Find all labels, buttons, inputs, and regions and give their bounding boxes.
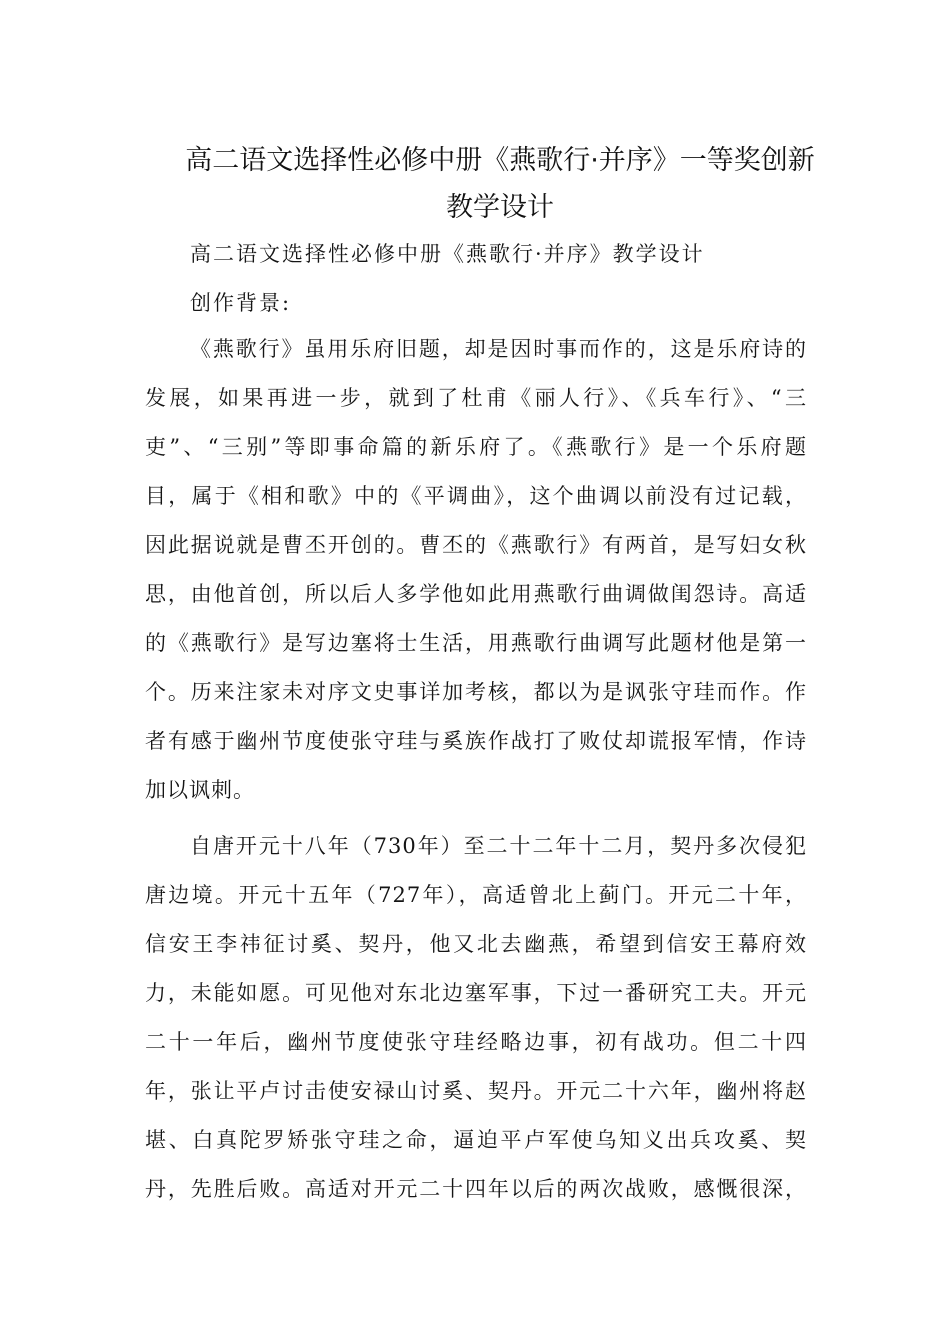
paragraph-line: 思，由他首创，所以后人多学他如此用燕歌行曲调做闺怨诗。高适 (145, 582, 807, 606)
paragraph-line: 力，未能如愿。可见他对东北边塞军事，下过一番研究工夫。开元 (145, 981, 807, 1005)
paragraph-line: 吏”、“三别”等即事命篇的新乐府了。《燕歌行》是一个乐府题 (145, 435, 807, 459)
paragraph-line: 的《燕歌行》是写边塞将士生活，用燕歌行曲调写此题材他是第一 (145, 631, 807, 655)
paragraph-line: 因此据说就是曹丕开创的。曹丕的《燕歌行》有两首，是写妇女秋 (145, 533, 807, 557)
paragraph-line: 信安王李祎征讨奚、契丹，他又北去幽燕，希望到信安王幕府效 (145, 932, 807, 956)
paragraph-line: 二十一年后，幽州节度使张守珪经略边事，初有战功。但二十四 (145, 1030, 807, 1054)
paragraph-line: 加以讽刺。 (145, 778, 255, 802)
paragraph-line: 丹，先胜后败。高适对开元二十四年以后的两次战败，感慨很深， (145, 1177, 807, 1201)
document-subtitle: 高二语文选择性必修中册《燕歌行·并序》教学设计 (190, 242, 705, 266)
paragraph-line: 自唐开元十八年（730年）至二十二年十二月，契丹多次侵犯 (190, 834, 807, 858)
paragraph-background (145, 334, 807, 824)
section-label: 创作背景: (190, 291, 292, 315)
paragraph-line: 发展，如果再进一步，就到了杜甫《丽人行》、《兵车行》、“三 (145, 386, 807, 410)
paragraph-line: 个。历来注家未对序文史事详加考核，都以为是讽张守珪而作。作 (145, 680, 807, 704)
paragraph-line: 者有感于幽州节度使张守珪与奚族作战打了败仗却谎报军情，作诗 (145, 729, 807, 753)
paragraph-line: 年，张让平卢讨击使安禄山讨奚、契丹。开元二十六年，幽州将赵 (145, 1079, 807, 1103)
paragraph-history (145, 831, 807, 1223)
paragraph-line: 目，属于《相和歌》中的《平调曲》，这个曲调以前没有过记载， (145, 484, 807, 508)
paragraph-line: 堪、白真陀罗矫张守珪之命，逼迫平卢军使乌知义出兵攻奚、契 (145, 1128, 807, 1152)
paragraph-line: 唐边境。开元十五年（727年），高适曾北上蓟门。开元二十年， (145, 883, 807, 907)
paragraph-line: 《燕歌行》虽用乐府旧题，却是因时事而作的，这是乐府诗的 (190, 337, 807, 361)
document-title-line-1: 高二语文选择性必修中册《燕歌行·并序》一等奖创新 (185, 145, 815, 176)
document-title-line-2: 教学设计 (446, 192, 554, 223)
